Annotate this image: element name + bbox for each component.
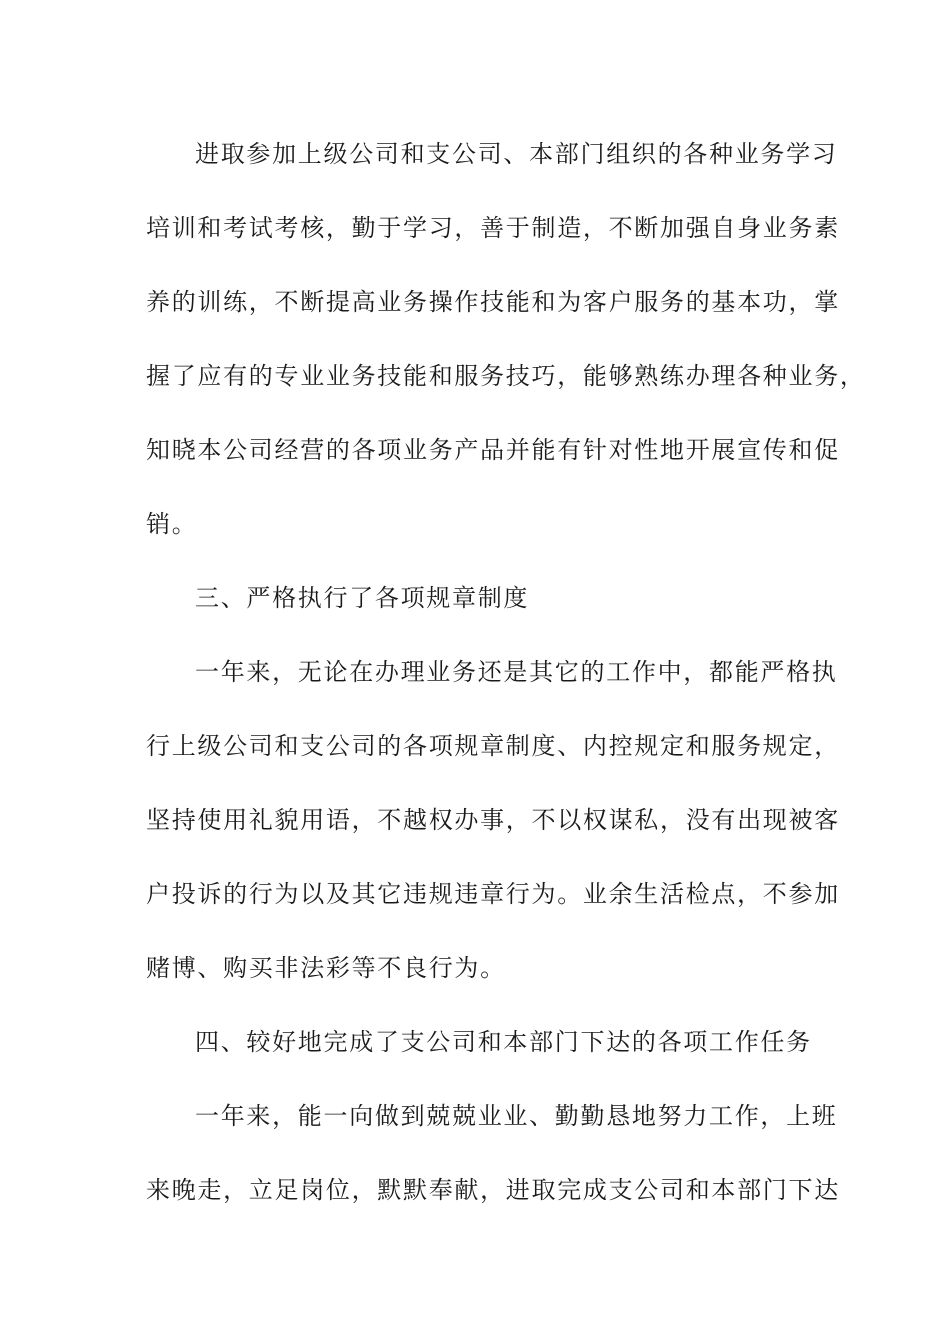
paragraph-line: 一年来，能一向做到兢兢业业、勤勤恳地努力工作，上班 [195, 1102, 838, 1130]
paragraph-line: 知晓本公司经营的各项业务产品并能有针对性地开展宣传和促 [146, 436, 840, 464]
paragraph-line: 养的训练，不断提高业务操作技能和为客户服务的基本功，掌 [146, 288, 840, 316]
paragraph-line: 握了应有的专业业务技能和服务技巧，能够熟练办理各种业务， [146, 362, 866, 390]
paragraph-line: 来晚走，立足岗位，默默奉献，进取完成支公司和本部门下达 [146, 1176, 840, 1204]
paragraph-line: 坚持使用礼貌用语，不越权办事，不以权谋私，没有出现被客 [146, 806, 840, 834]
paragraph-line: 户投诉的行为以及其它违规违章行为。业余生活检点，不参加 [146, 880, 840, 908]
paragraph-line: 销。 [146, 510, 198, 538]
paragraph-line: 进取参加上级公司和支公司、本部门组织的各种业务学习 [195, 140, 838, 168]
section-heading: 三、严格执行了各项规章制度 [195, 584, 530, 612]
paragraph-line: 一年来，无论在办理业务还是其它的工作中，都能严格执 [195, 658, 838, 686]
paragraph-line: 培训和考试考核，勤于学习，善于制造，不断加强自身业务素 [146, 214, 840, 242]
paragraph-line: 行上级公司和支公司的各项规章制度、内控规定和服务规定， [146, 732, 840, 760]
section-heading: 四、较好地完成了支公司和本部门下达的各项工作任务 [195, 1028, 812, 1056]
paragraph-line: 赌博、购买非法彩等不良行为。 [146, 954, 506, 982]
